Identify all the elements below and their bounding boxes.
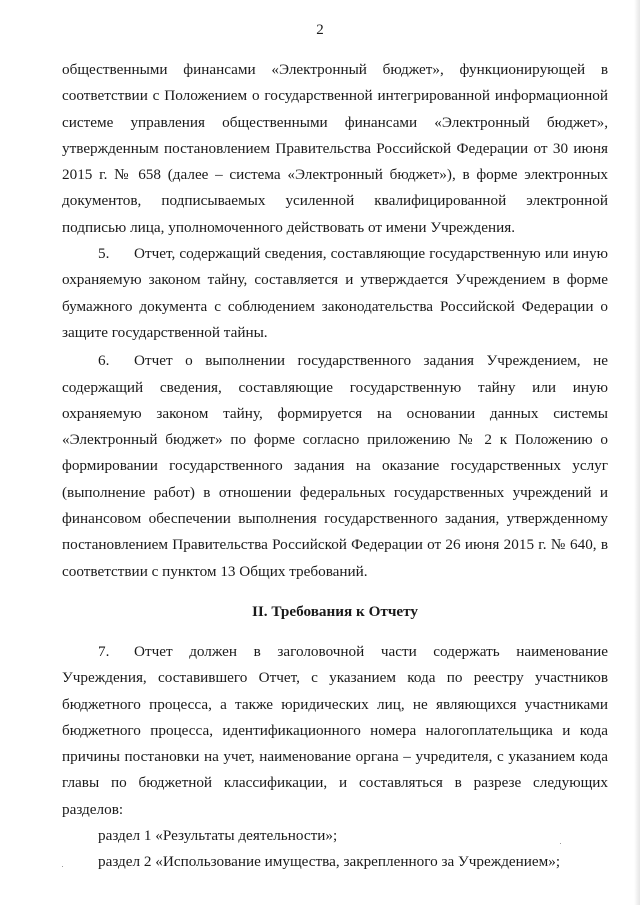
paragraph-5 [62, 241, 608, 346]
paragraph-continuation: общественными финансами «Электронный бюджет», функционирующей в соответствии с Положением о государственной интегрированной информационной системе управления общественными финансами «Электронный бюджет», утвержденным постановлением Правительства Российской Федерации от 30 июня 2015 г. № 658 (далее – система «Электронный бюджет»), в форме электронных документов, подписываемых усиленной квалифицированной электронной подписью лица, уполномоченного действовать от имени Учреждения. [62, 61, 608, 236]
paragraph-7-number: 7. [98, 642, 110, 660]
paragraph-6-text: Отчет о выполнении государственного задания Учреждением, не содержащий сведения, составляющие государственную тайну или иную охраняемую законом тайну, формируется на основании данных системы «Электронный бюджет» по форме согласно приложению № 2 к Положению о формировании государственного задания на оказание государственных услуг (выполнение работ) в отношении федеральных государственных учреждений и финансовом обеспечении выполнения государственного задания, утвержденному постановлением Правительства Российской Федерации от 26 июня 2015 г. № 640, в соответствии с пунктом 13 Общих требований. [62, 352, 608, 580]
scan-speck [560, 843, 561, 844]
scan-edge-shadow [634, 0, 640, 905]
section-1-item: раздел 1 «Результаты деятельности»; [98, 827, 338, 845]
page-number: 2 [316, 22, 324, 38]
paragraph-7 [62, 639, 608, 823]
document-body [62, 57, 608, 876]
paragraph-6 [62, 348, 608, 585]
section-2-item: раздел 2 «Использование имущества, закрепленного за Учреждением»; [98, 853, 561, 871]
paragraph-6-number: 6. [98, 352, 110, 370]
scan-speck [62, 866, 63, 867]
paragraph-5-text: Отчет, содержащий сведения, составляющие государственную или иную охраняемую законом тайну, составляется и утверждается Учреждением в форме бумажного документа с соблюдением законодательства Российской Федерации о защите государственной тайны. [62, 245, 608, 341]
section-heading: II. Требования к Отчету [251, 602, 419, 620]
paragraph-5-number: 5. [98, 245, 110, 263]
paragraph-7-text: Отчет должен в заголовочной части содержать наименование Учреждения, составившего Отчет, с указанием кода по реестру участников бюджетного процесса, а также юридических лиц, не являющихся участниками бюджетного процесса, идентификационного номера налогоплательщика и кода причины постановки на учет, наименование органа – учредителя, с указанием кода главы по бюджетной классификации, и составляться в разрезе следующих разделов: [62, 642, 608, 818]
